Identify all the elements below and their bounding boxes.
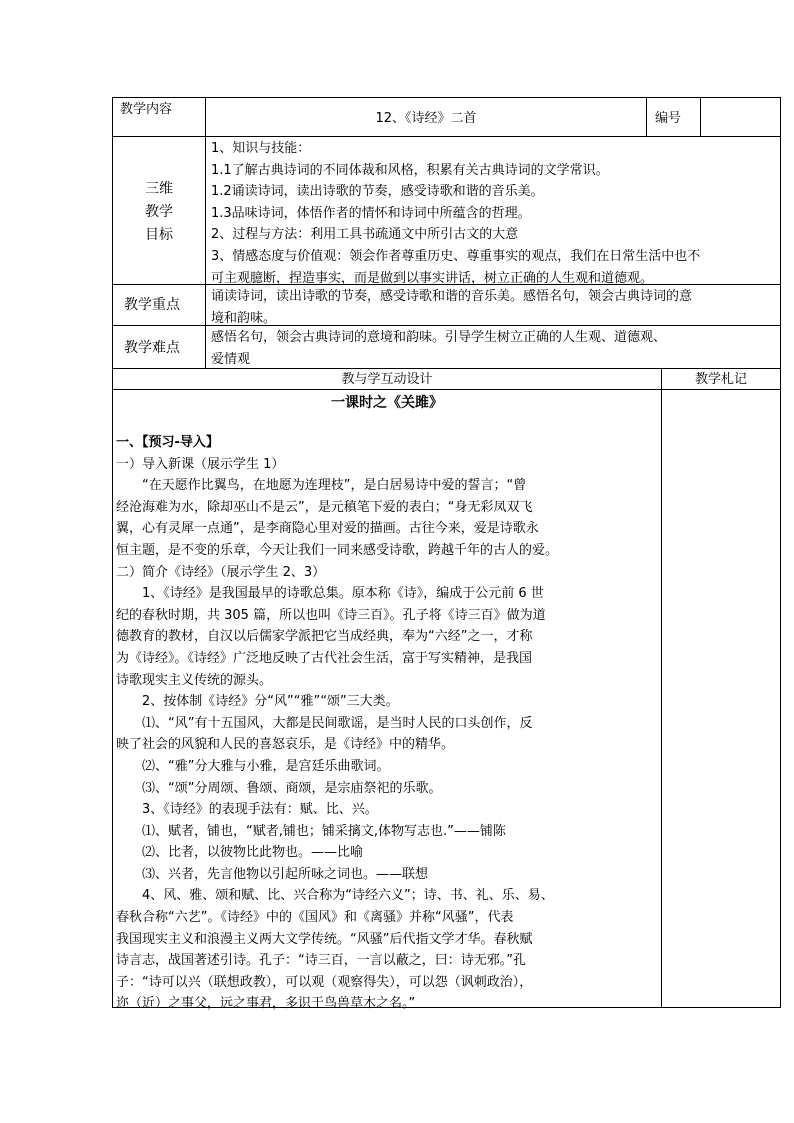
- body-line: 二）简介《诗经》（展示学生 2、3）: [116, 564, 326, 580]
- body-line: ⑵、“雅”分大雅与小雅，是宫廷乐曲歌词。: [116, 758, 390, 774]
- body-line: ⑵、比者，以彼物比此物也。——比喻: [116, 845, 364, 861]
- body-line: 2、按体制《诗经》分“风”“雅”“颂”三大类。: [116, 694, 399, 710]
- body-line: ⑶、“颂”分周颂、鲁颂、商颂，是宗庙祭祀的乐歌。: [116, 780, 442, 796]
- key-points-line: 诵读诗词，读出诗歌的节奏，感受诗歌和谐的音乐美。感悟名句，领会古典诗词的意: [211, 289, 693, 304]
- body-line: 德教育的教材，自汉以后儒家学派把它当成经典，奉为“六经”之一，才称: [116, 629, 533, 645]
- key-points-text: [211, 286, 777, 329]
- body-line: 一、【预习-导入】: [116, 435, 219, 450]
- body-line: 1、《诗经》是我国最早的诗歌总集。原本称《诗》，编成于公元前 6 世: [116, 586, 544, 602]
- goal-item: 1.2诵读诗词，读出诗歌的节奏，感受诗歌和谐的音乐美。: [211, 184, 544, 200]
- body-line: ⑴、赋者，铺也，“赋者,铺也；铺采摛文,体物写志也.”——铺陈: [116, 823, 506, 839]
- body-line: 我国现实主义和浪漫主义两大文学传统。“风骚”后代指文学才华。春秋赋: [116, 931, 533, 947]
- body-line: 诗歌现实主义传统的源头。: [116, 672, 273, 688]
- goals-label-line: 目标: [145, 227, 173, 243]
- goal-item: 可主观臆断，捏造事实，而是做到以事实讲话，树立正确的人生观和道德观。: [211, 270, 654, 286]
- body-line: 子：“诗可以兴（联想政教），可以观（观察得失），可以怨（讽刺政治），: [116, 974, 533, 990]
- design-body: [116, 432, 659, 1015]
- table-border-right: [780, 97, 781, 1008]
- lesson-title: 12、《诗经》二首: [375, 111, 477, 126]
- body-line: 3、《诗经》的表现手法有：赋、比、兴。: [116, 802, 378, 818]
- table-border-number-label: [646, 97, 647, 137]
- goal-item: 2、过程与方法：利用工具书疏通文中所引古文的大意: [211, 227, 519, 243]
- goal-item: 1.1了解古典诗词的不同体裁和风格，积累有关古典诗词的文学常识。: [211, 162, 609, 178]
- number-label: 编号: [655, 111, 682, 126]
- body-line: 映了社会的风貌和人民的喜怒哀乐，是《诗经》中的精华。: [116, 737, 455, 753]
- table-border-notes-col: [661, 368, 662, 1008]
- section-title: 一课时之《关雎》: [331, 395, 443, 411]
- difficulties-text: [211, 327, 777, 370]
- goal-item: 3、情感态度与价值观：领会作者尊重历史、尊重事实的观点，我们在日常生活中也不: [211, 248, 701, 264]
- body-line: 迩（近）之事父，远之事君，多识于鸟兽草木之名。”: [116, 996, 416, 1012]
- goals-label: [113, 178, 205, 247]
- notes-header: 教学札记: [694, 372, 747, 387]
- body-line: 诗言志，战国著述引诗。孔子：“诗三百，一言以蔽之，曰：诗无邪。”孔: [116, 953, 526, 969]
- body-line: 经沧海难为水，除却巫山不是云”，是元稹笔下爱的表白；“身无彩凤双飞: [116, 499, 533, 515]
- table-border-row1: [112, 136, 781, 137]
- goal-item: 1、知识与技能：: [211, 141, 311, 156]
- body-line: 为《诗经》。《诗经》广泛地反映了古代社会生活，富于写实精神，是我国: [116, 650, 533, 666]
- body-line: 纪的春秋时期，共 305 篇，所以也叫《诗三百》。孔子将《诗三百》做为道: [116, 607, 546, 623]
- body-line: 一）导入新课（展示学生 1）: [116, 456, 285, 472]
- body-line: 4、风、雅、颂和赋、比、兴合称为“诗经六义”；诗、书、礼、乐、易、: [116, 888, 554, 904]
- body-line: “在天愿作比翼鸟，在地愿为连理枝”，是白居易诗中爱的誓言；“曾: [116, 478, 527, 494]
- goals-list: [211, 138, 777, 289]
- body-line: 恒主题，是不变的乐章，今天让我们一同来感受诗歌，跨越千年的古人的爱。: [116, 542, 559, 558]
- difficulties-line: 爱情观: [211, 351, 251, 367]
- goals-label-line: 三维: [145, 181, 173, 197]
- body-line: ⑴、“风”有十五国风，大都是民间歌谣，是当时人民的口头创作，反: [116, 715, 533, 731]
- body-line: ⑶、兴者，先言他物以引起所咏之词也。——联想: [116, 866, 429, 882]
- key-points-label: 教学重点: [124, 297, 180, 313]
- design-header: 教与学互动设计: [341, 372, 433, 387]
- table-border-top: [112, 97, 781, 98]
- body-line: 翼，心有灵犀一点通”，是李商隐心里对爱的描画。古往今来，爱是诗歌永: [116, 521, 539, 537]
- goals-label-line: 教学: [145, 204, 173, 220]
- key-points-line: 境和韵味。: [211, 310, 277, 326]
- difficulties-line: 感悟名句，领会古典诗词的意境和韵味。引导学生树立正确的人生观、道德观、: [211, 330, 667, 345]
- table-border-label-col: [205, 97, 206, 369]
- content-label: 教学内容: [120, 102, 173, 117]
- difficulties-label: 教学难点: [124, 340, 180, 356]
- table-border-number-value: [700, 97, 701, 137]
- body-line: 春秋合称“六艺”。《诗经》中的《国风》和《离骚》并称“风骚”，代表: [116, 910, 514, 926]
- goal-item: 1.3品味诗词，体悟作者的情怀和诗词中所蕴含的哲理。: [211, 205, 531, 221]
